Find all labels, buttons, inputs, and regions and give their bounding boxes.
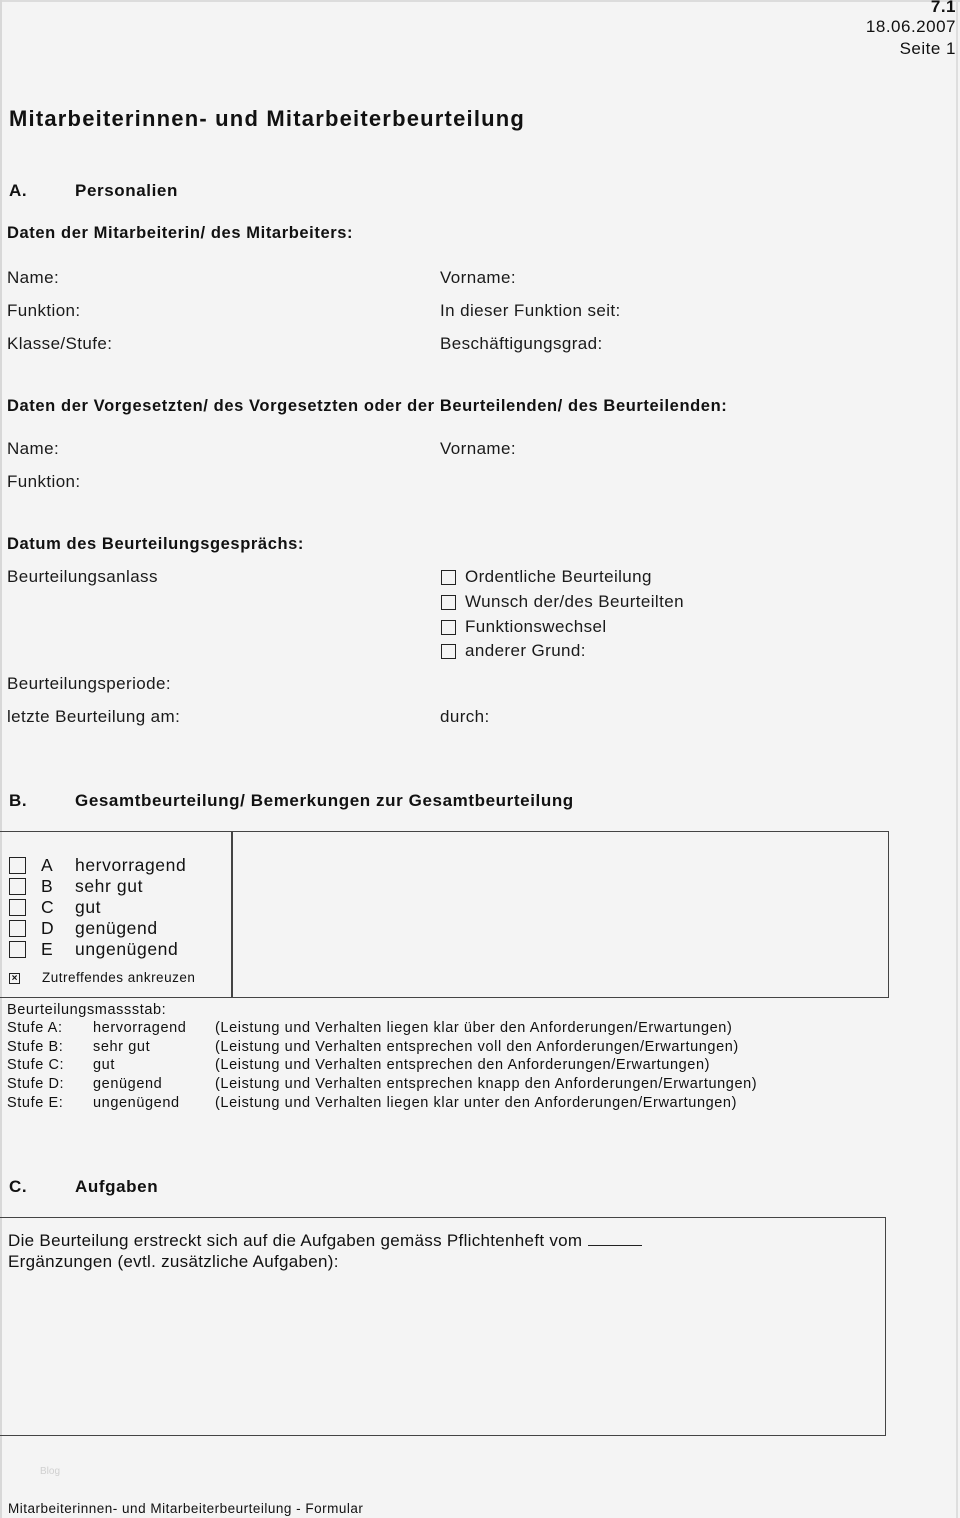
- scale-grade: hervorragend: [93, 1020, 187, 1036]
- watermark: Blog: [40, 1466, 61, 1477]
- rating-scale-heading: Beurteilungsmassstab:: [7, 1002, 167, 1018]
- page-frame-right: [956, 0, 958, 1518]
- grade-letter: B: [41, 876, 54, 896]
- checkbox-icon[interactable]: [9, 941, 26, 958]
- section-letter: C.: [9, 1177, 28, 1196]
- grade-letter: C: [41, 897, 55, 917]
- tasks-line-1: [8, 1231, 642, 1251]
- employee-function-since-field[interactable]: In dieser Funktion seit:: [440, 301, 621, 320]
- scale-level: Stufe A:: [7, 1020, 63, 1036]
- scale-grade: sehr gut: [93, 1039, 151, 1055]
- grade-option-a[interactable]: [9, 855, 186, 876]
- grade-label: hervorragend: [75, 855, 187, 875]
- scale-grade: genügend: [93, 1076, 163, 1092]
- scale-row: [7, 1095, 737, 1111]
- tick-hint: Zutreffendes ankreuzen: [42, 970, 196, 985]
- interview-date-heading: Datum des Beurteilungsgesprächs:: [7, 535, 305, 553]
- checkbox-icon[interactable]: [9, 920, 26, 937]
- grade-letter: D: [41, 918, 55, 938]
- reviewed-by-field[interactable]: durch:: [440, 707, 490, 726]
- scale-description: (Leistung und Verhalten entsprechen knapp den Anforderungen/Erwartungen): [215, 1076, 758, 1092]
- remarks-area[interactable]: [234, 833, 887, 996]
- section-number: 7.1: [930, 0, 956, 16]
- scale-level: Stufe B:: [7, 1039, 64, 1055]
- grade-option-d[interactable]: [9, 918, 158, 939]
- scale-level: Stufe D:: [7, 1076, 65, 1092]
- employee-name-field[interactable]: Name:: [7, 268, 60, 287]
- page-frame-top: [0, 0, 960, 2]
- section-letter: B.: [9, 791, 28, 810]
- checked-box-icon: ×: [9, 973, 20, 984]
- scale-row: [7, 1020, 732, 1036]
- date-blank-field[interactable]: [588, 1231, 642, 1246]
- section-title: Aufgaben: [75, 1177, 159, 1196]
- option-label: Ordentliche Beurteilung: [465, 567, 652, 586]
- employee-data-heading: Daten der Mitarbeiterin/ des Mitarbeiters:: [7, 224, 354, 242]
- checkbox-icon[interactable]: [9, 899, 26, 916]
- checkbox-icon[interactable]: [441, 595, 456, 610]
- grade-option-c[interactable]: [9, 897, 101, 918]
- grade-option-b[interactable]: [9, 876, 143, 897]
- occasion-label: Beurteilungsanlass: [7, 567, 158, 586]
- supervisor-name-field[interactable]: Name:: [7, 439, 60, 458]
- document-title: Mitarbeiterinnen- und Mitarbeiterbeurteilung: [9, 106, 526, 131]
- grade-letter: A: [41, 855, 54, 875]
- occasion-option-function-change[interactable]: [441, 617, 607, 637]
- section-title: Gesamtbeurteilung/ Bemerkungen zur Gesamtbeurteilung: [75, 791, 574, 810]
- page-number: Seite 1: [899, 39, 956, 58]
- section-b-heading: [9, 791, 574, 811]
- grade-label: sehr gut: [75, 876, 144, 896]
- scale-description: (Leistung und Verhalten liegen klar unter den Anforderungen/Erwartungen): [215, 1095, 738, 1111]
- option-label: Funktionswechsel: [465, 617, 607, 636]
- occasion-option-request[interactable]: [441, 592, 684, 612]
- section-c-heading: [9, 1177, 158, 1197]
- last-review-field[interactable]: letzte Beurteilung am:: [7, 707, 181, 726]
- grade-label: genügend: [75, 918, 158, 938]
- section-a-heading: [9, 181, 178, 201]
- scale-grade: ungenügend: [93, 1095, 180, 1111]
- tasks-scope-text: Die Beurteilung erstreckt sich auf die Aufgaben gemäss Pflichtenheft vom: [8, 1231, 583, 1250]
- scale-row: [7, 1057, 710, 1073]
- scale-level: Stufe E:: [7, 1095, 64, 1111]
- employee-class-field[interactable]: Klasse/Stufe:: [7, 334, 113, 353]
- section-title: Personalien: [75, 181, 178, 200]
- grade-option-e[interactable]: [9, 939, 178, 960]
- employee-firstname-field[interactable]: Vorname:: [440, 268, 516, 287]
- scale-grade: gut: [93, 1057, 115, 1073]
- employee-function-field[interactable]: Funktion:: [7, 301, 81, 320]
- occasion-option-regular[interactable]: [441, 567, 652, 587]
- rating-box-divider: [231, 831, 233, 998]
- scale-description: (Leistung und Verhalten entsprechen voll den Anforderungen/Erwartungen): [215, 1039, 739, 1055]
- scale-description: (Leistung und Verhalten liegen klar über den Anforderungen/Erwartungen): [215, 1020, 733, 1036]
- grade-label: gut: [75, 897, 102, 917]
- review-period-field[interactable]: Beurteilungsperiode:: [7, 674, 171, 693]
- occasion-option-other[interactable]: [441, 641, 586, 661]
- checkbox-icon[interactable]: [441, 644, 456, 659]
- option-label: Wunsch der/des Beurteilten: [465, 592, 684, 611]
- checkbox-icon[interactable]: [441, 570, 456, 585]
- scale-description: (Leistung und Verhalten entsprechen den Anforderungen/Erwartungen): [215, 1057, 711, 1073]
- checkbox-icon[interactable]: [9, 878, 26, 895]
- employee-employment-level-field[interactable]: Beschäftigungsgrad:: [440, 334, 603, 353]
- checkbox-icon[interactable]: [441, 620, 456, 635]
- supervisor-function-field[interactable]: Funktion:: [7, 472, 81, 491]
- tasks-line-2: Ergänzungen (evtl. zusätzliche Aufgaben):: [8, 1252, 339, 1271]
- scale-level: Stufe C:: [7, 1057, 65, 1073]
- checkbox-icon[interactable]: [9, 857, 26, 874]
- scale-row: [7, 1039, 739, 1055]
- supervisor-data-heading: Daten der Vorgesetzten/ des Vorgesetzten oder der Beurteilenden/ des Beurteilenden:: [7, 397, 728, 415]
- document-date: 18.06.2007: [865, 17, 956, 36]
- scale-row: [7, 1076, 757, 1092]
- supervisor-firstname-field[interactable]: Vorname:: [440, 439, 516, 458]
- grade-label: ungenügend: [75, 939, 179, 959]
- option-label: anderer Grund:: [465, 641, 586, 660]
- footer-title: Mitarbeiterinnen- und Mitarbeiterbeurteilung - Formular: [8, 1501, 364, 1516]
- grade-letter: E: [41, 939, 54, 959]
- section-letter: A.: [9, 181, 28, 200]
